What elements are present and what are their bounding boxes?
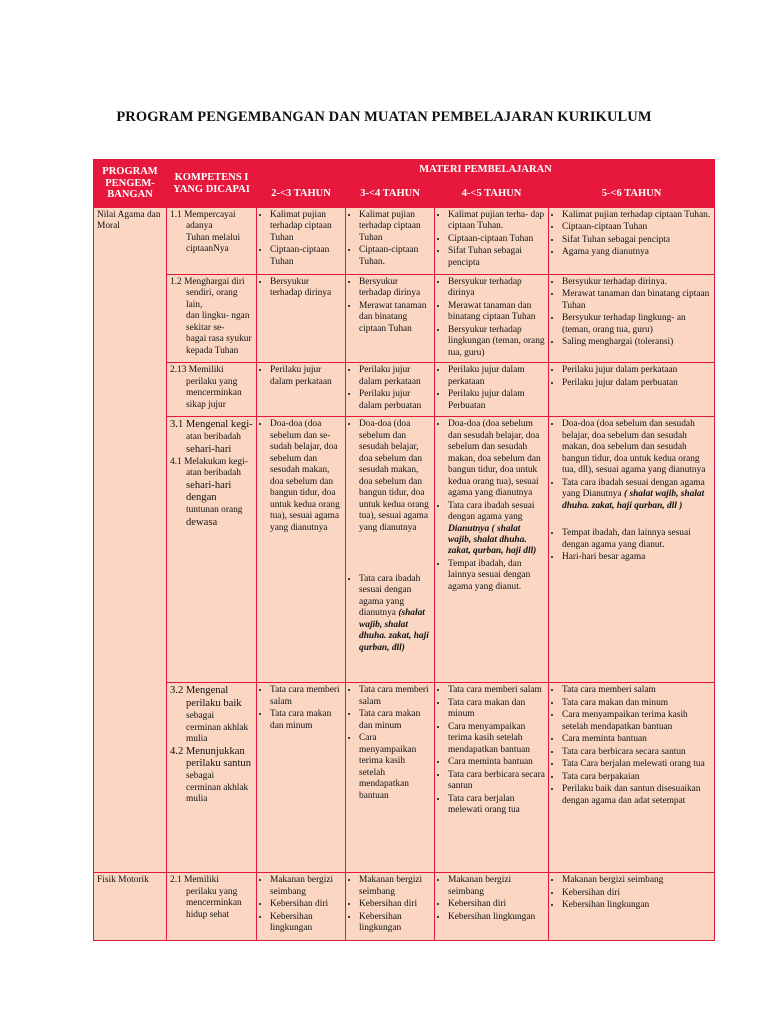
materi-cell	[257, 417, 346, 683]
list-item: • Bersyukur terhadap dirinya	[448, 277, 545, 300]
program-cell: Nilai Agama dan Moral	[94, 208, 167, 873]
table-row	[94, 417, 715, 683]
list-item: • Ciptaan-ciptaan Tuhan.	[359, 245, 431, 268]
list-item: • Kalimat pujian terhadap ciptaan Tuhan.	[562, 210, 711, 221]
list-item: • Ciptaan-ciptaan Tuhan	[270, 245, 342, 268]
list-item: • Kebersihan lingkungan	[359, 912, 431, 935]
list-item: • Perilaku jujur dalam perkataan	[562, 365, 711, 376]
kompetensi-cell: 1.1 Mempercayai adanya Tuhan melalui ciptaanNya	[167, 208, 257, 275]
list-item: • Ciptaan-ciptaan Tuhan	[448, 234, 545, 245]
header-age-5-6: 5-<6 TAHUN	[549, 181, 715, 208]
header-age-4-5: 4-<5 TAHUN	[435, 181, 549, 208]
list-item: • Tata cara memberi salam	[270, 685, 342, 708]
materi-cell	[257, 275, 346, 363]
list-item: • Cara meminta bantuan	[448, 757, 545, 768]
materi-cell	[257, 873, 346, 941]
list-item: • Perilaku jujur dalam perkataan	[448, 365, 545, 388]
header-kompetensi: KOMPETENS I YANG DICAPAI	[167, 160, 257, 208]
list-item: • Tata cara berpakaian	[562, 772, 711, 783]
kompetensi-cell: 3.2 Mengenal perilaku baik sebagai cerminan akhlak mulia 4.2 Menunjukkan perilaku santun sebagai cerminan akhlak mulia	[167, 683, 257, 873]
list-item: • Tata cara makan dan minum	[448, 698, 545, 721]
list-item: • Kebersihan diri	[562, 888, 711, 899]
list-item: • Merawat tanaman dan binatang ciptaan Tuhan	[359, 301, 431, 335]
list-item: • Tata cara ibadah sesuai dengan agama yang dianutnya (shalat wajib, shalat dhuha. zakat, haji qurban, dll)	[359, 574, 431, 654]
list-item: • Tata cara memberi salam	[562, 685, 711, 696]
list-item: • Merawat tanaman dan binatang ciptaan Tuhan	[562, 289, 711, 312]
list-item: • Bersyukur terhadap lingkung- an (teman, orang tua, guru)	[562, 313, 711, 336]
list-item: • Cara menyampaikan terima kasih setelah mendapatkan bantuan	[359, 733, 431, 802]
list-item: • Tata cara berjalan melewati orang tua	[448, 794, 545, 817]
header-materi: MATERI PEMBELAJARAN	[257, 160, 715, 181]
list-item: • Kebersihan lingkungan	[448, 912, 545, 923]
header-program: PROGRAM PENGEM-BANGAN	[94, 160, 167, 208]
list-item: • Tata cara berbicara secara santun	[562, 747, 711, 758]
header-age-2-3: 2-<3 TAHUN	[257, 181, 346, 208]
materi-cell	[435, 208, 549, 275]
list-item: • Sifat Tuhan sebagai pencipta	[562, 235, 711, 246]
materi-cell	[346, 417, 435, 683]
list-item: • Hari-hari besar agama	[562, 552, 711, 563]
program-cell: Fisik Motorik	[94, 873, 167, 941]
list-item: • Tata cara ibadah sesuai dengan agama yang Dianutnya ( shalat wajib, shalat dhuha. zakat, haji qurban, dll )	[562, 478, 711, 512]
list-item: • Kalimat pujian terha- dap ciptaan Tuhan.	[448, 210, 545, 233]
materi-cell	[346, 363, 435, 417]
list-item: • Doa-doa (doa sebelum dan sesudah belajar, doa sebelum dan sesudah makan, doa sebelum dan sesudah bangun tidur, doa untuk kedua orang tua, dll), sesuai agama yang dianutnya	[562, 419, 711, 476]
list-item: • Bersyukur terhadap dirinya	[359, 277, 431, 300]
materi-cell	[549, 417, 715, 683]
materi-cell	[257, 208, 346, 275]
list-item: • Bersyukur terhadap lingkungan (teman, orang tua, guru)	[448, 325, 545, 359]
list-item: • Tempat ibadah, dan lainnya sesuai dengan agama yang dianut.	[562, 528, 711, 551]
list-item: • Sifat Tuhan sebagai pencipta	[448, 246, 545, 269]
list-item: • Perilaku jujur dalam perkataan	[359, 365, 431, 388]
list-item: • Kebersihan diri	[448, 899, 545, 910]
materi-cell	[435, 873, 549, 941]
list-item: • Cara menyampaikan terima kasih setelah mendapatkan bantuan	[562, 710, 711, 733]
list-item: • Makanan bergizi seimbang	[359, 875, 431, 898]
materi-cell	[346, 683, 435, 873]
list-item: • Kalimat pujian terhadap ciptaan Tuhan	[270, 210, 342, 244]
kompetensi-cell: 2.13 Memiliki perilaku yang mencerminkan sikap jujur	[167, 363, 257, 417]
list-item: • Kebersihan lingkungan	[562, 900, 711, 911]
materi-cell	[346, 873, 435, 941]
materi-cell	[435, 275, 549, 363]
materi-cell	[549, 873, 715, 941]
curriculum-table	[93, 159, 715, 941]
materi-cell	[435, 363, 549, 417]
list-item: • Tempat ibadah, dan lainnya sesuai dengan agama yang dianut.	[448, 559, 545, 593]
list-item: • Perilaku jujur dalam perbuatan	[562, 378, 711, 389]
list-item: • Perilaku jujur dalam Perbuatan	[448, 389, 545, 412]
list-item: • Makanan bergizi seimbang	[270, 875, 342, 898]
list-item: • Makanan bergizi seimbang	[448, 875, 545, 898]
list-item: • Bersyukur terhadap dirinya	[270, 277, 342, 300]
list-item: • Cara menyampaikan terima kasih setelah mendapatkan bantuan	[448, 722, 545, 756]
list-item: • Perilaku jujur dalam perkataan	[270, 365, 342, 388]
list-item: • Doa-doa (doa sebelum dan sesudah belajar, doa sebelum dan sesudah makan, doa sebelum dan bangun tidur, doa untuk kedua orang tua), sesuai agama yang dianutnya	[359, 419, 431, 534]
list-item: • Agama yang dianutnya	[562, 247, 711, 258]
list-item: • Kebersihan lingkungan	[270, 912, 342, 935]
materi-cell	[435, 683, 549, 873]
list-item: • Makanan bergizi seimbang	[562, 875, 711, 886]
list-item: • Tata cara berbicara secara santun	[448, 770, 545, 793]
table-row	[94, 873, 715, 941]
kompetensi-cell: 2.1 Memiliki perilaku yang mencerminkan hidup sehat	[167, 873, 257, 941]
list-item: • Bersyukur terhadap dirinya.	[562, 277, 711, 288]
list-item: • Ciptaan-ciptaan Tuhan	[562, 222, 711, 233]
list-item: • Kebersihan diri	[270, 899, 342, 910]
list-item: • Doa-doa (doa sebelum dan sesudah belajar, doa sebelum dan sesudah makan, doa sebelum dan bangun tidur, doa untuk kedua orang tua), sesuai agama yang dianutnya	[448, 419, 545, 499]
table-row	[94, 275, 715, 363]
kompetensi-cell: 3.1 Mengenal kegi- atan beribadah sehari-hari 4.1 Melakukan kegi- atan beribadah sehari-hari dengan tuntunan orang dewasa	[167, 417, 257, 683]
table-row	[94, 208, 715, 275]
materi-cell	[549, 363, 715, 417]
list-item: • Tata cara makan dan minum	[270, 709, 342, 732]
list-item: • Tata Cara berjalan melewati orang tua	[562, 759, 711, 770]
header-row	[94, 160, 715, 181]
materi-cell	[435, 417, 549, 683]
list-item: • Tata cara makan dan minum	[359, 709, 431, 732]
list-item: • Cara meminta bantuan	[562, 734, 711, 745]
list-item: • Tata cara memberi salam	[359, 685, 431, 708]
materi-cell	[549, 683, 715, 873]
list-item: • Kalimat pujian terhadap ciptaan Tuhan	[359, 210, 431, 244]
list-item: • Perilaku jujur dalam perbuatan	[359, 389, 431, 412]
materi-cell	[257, 363, 346, 417]
list-item: • Doa-doa (doa sebelum dan se- sudah belajar, doa sebelum dan sesudah makan, doa sebelum dan bangun tidur, doa untuk kedua orang tua), sesuai agama yang dianutnya	[270, 419, 342, 534]
kompetensi-cell: 1.2 Menghargai diri sendiri, orang lain, dan lingku- ngan sekitar se- bagai rasa syukur kepada Tuhan	[167, 275, 257, 363]
list-item: • Tata cara memberi salam	[448, 685, 545, 696]
list-item: • Tata cara ibadah sesuai dengan agama yang Dianutnya ( shalat wajib, shalat dhuha. zakat, qurban, haji dll)	[448, 501, 545, 558]
materi-cell	[549, 208, 715, 275]
table-row	[94, 363, 715, 417]
header-age-3-4: 3-<4 TAHUN	[346, 181, 435, 208]
materi-cell	[257, 683, 346, 873]
list-item: • Saling menghargai (toleransi)	[562, 337, 711, 348]
table-row	[94, 683, 715, 873]
list-item: • Merawat tanaman dan binatang ciptaan Tuhan	[448, 301, 545, 324]
materi-cell	[346, 208, 435, 275]
page-title: PROGRAM PENGEMBANGAN DAN MUATAN PEMBELAJARAN KURIKULUM	[116, 109, 652, 125]
materi-cell	[346, 275, 435, 363]
list-item: • Kebersihan diri	[359, 899, 431, 910]
materi-cell	[549, 275, 715, 363]
list-item: • Tata cara makan dan minum	[562, 698, 711, 709]
list-item: • Perilaku baik dan santun disesuaikan dengan agama dan adat setempat	[562, 784, 711, 807]
